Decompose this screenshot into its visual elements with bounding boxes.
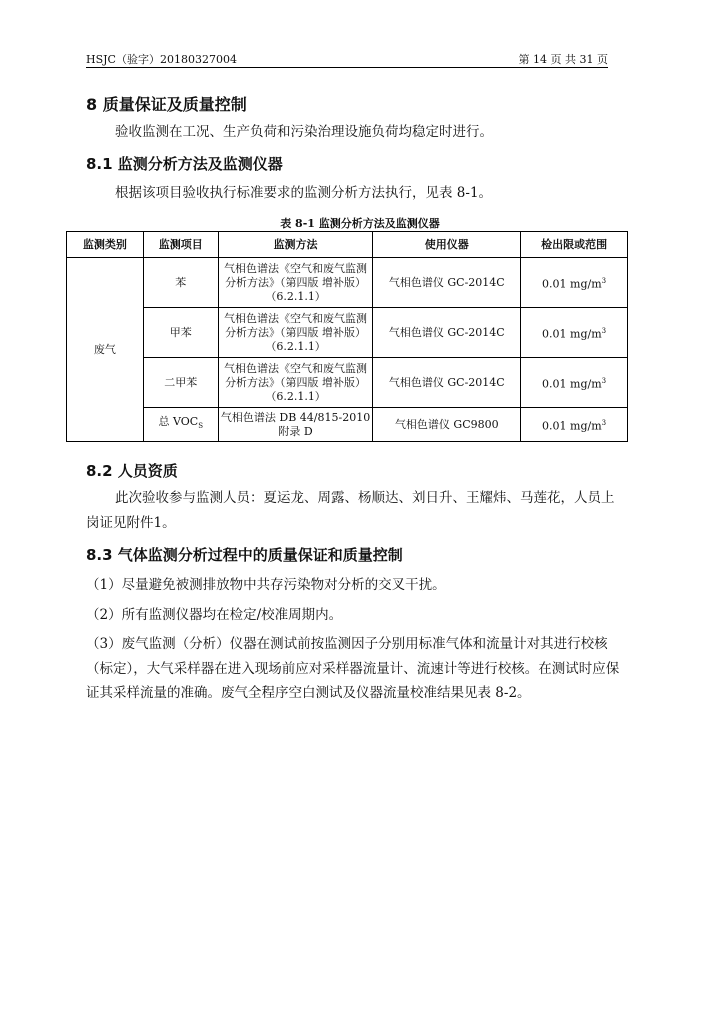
qc-item-3: （3）废气监测（分析）仪器在测试前按监测因子分别用标准气体和流量计对其进行校核（标定），大气采样器在进入现场前应对采样器流量计、流速计等进行校核。在测试时应保证其采样流量的准确。废气全程序空白测试及仪器流量校准结果见表 8-2。 xyxy=(86,636,620,701)
instrument-cell: 气相色谱仪 GC-2014C xyxy=(373,308,521,358)
instrument-cell: 气相色谱仪 GC-2014C xyxy=(373,358,521,408)
methods-table xyxy=(66,231,628,442)
limit-cell: 0.01 $mg/m^3$ xyxy=(521,258,628,308)
limit-cell: 0.01 $mg/m^3$ xyxy=(521,408,628,442)
col-header: 检出限或范围 xyxy=(521,232,628,258)
method-cell: 气相色谱法《空气和废气监测分析方法》（第四版 增补版）（6.2.1.1） xyxy=(218,258,373,308)
item-cell: 苯 xyxy=(143,258,218,308)
report-number: HSJC（验字）20180327004 xyxy=(86,53,237,66)
section-8-title: 8 质量保证及质量控制 xyxy=(86,95,247,114)
instrument-cell: 气相色谱仪 GC-2014C xyxy=(373,258,521,308)
category-cell: 废气 xyxy=(67,258,144,442)
item-cell: 二甲苯 xyxy=(143,358,218,408)
instrument-cell: 气相色谱仪 GC9800 xyxy=(373,408,521,442)
col-header: 监测项目 xyxy=(143,232,218,258)
method-cell: 气相色谱法《空气和废气监测分析方法》（第四版 增补版）（6.2.1.1） xyxy=(218,358,373,408)
table-header-row xyxy=(67,232,628,258)
qc-item-2: （2）所有监测仪器均在检定/校准周期内。 xyxy=(86,607,343,623)
table-row xyxy=(67,358,628,408)
method-cell: 气相色谱法 DB 44/815-2010 附录 D xyxy=(218,408,373,442)
page-number: 第 14 页 共 31 页 xyxy=(518,53,608,66)
limit-cell: 0.01 $mg/m^3$ xyxy=(521,358,628,408)
table-caption: 表 8-1 监测分析方法及监测仪器 xyxy=(280,217,440,230)
limit-cell: 0.01 $mg/m^3$ xyxy=(521,308,628,358)
qc-item-1: （1）尽量避免被测排放物中共存污染物对分析的交叉干扰。 xyxy=(86,577,446,593)
page-header xyxy=(86,51,608,68)
section-8-1-paragraph: 根据该项目验收执行标准要求的监测分析方法执行，见表 8-1。 xyxy=(115,185,493,201)
section-8-2-paragraph: 此次验收参与监测人员：夏运龙、周露、杨顺达、刘日升、王耀炜、马莲花，人员上岗证见附件1。 xyxy=(86,490,615,531)
item-cell: 总 $VOC_S$ xyxy=(143,408,218,442)
section-8-2-title: 8.2 人员资质 xyxy=(86,462,178,480)
section-8-3-title: 8.3 气体监测分析过程中的质量保证和质量控制 xyxy=(86,546,403,564)
table-row xyxy=(67,408,628,442)
section-8-paragraph: 验收监测在工况、生产负荷和污染治理设施负荷均稳定时进行。 xyxy=(115,124,493,140)
section-8-1-title: 8.1 监测分析方法及监测仪器 xyxy=(86,155,283,173)
col-header: 监测类别 xyxy=(67,232,144,258)
col-header: 使用仪器 xyxy=(373,232,521,258)
table-row xyxy=(67,258,628,308)
table-row xyxy=(67,308,628,358)
method-cell: 气相色谱法《空气和废气监测分析方法》（第四版 增补版）（6.2.1.1） xyxy=(218,308,373,358)
col-header: 监测方法 xyxy=(218,232,373,258)
item-cell: 甲苯 xyxy=(143,308,218,358)
